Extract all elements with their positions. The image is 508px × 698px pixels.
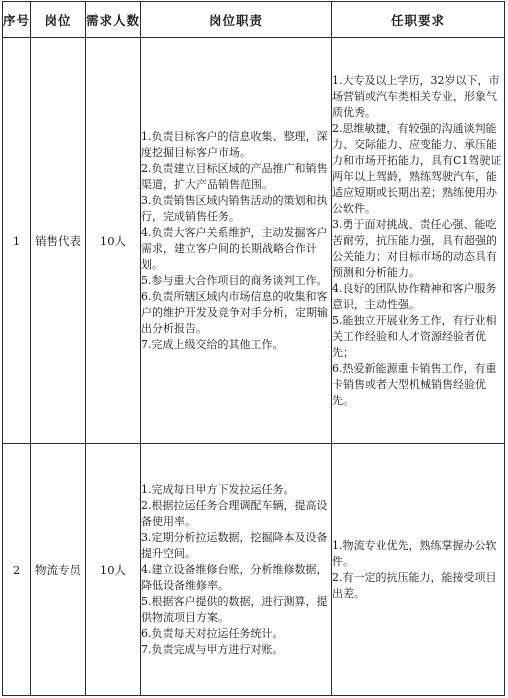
duty-item: 4.负责大客户关系维护，主动发掘客户需求，建立客户间的长期战略合作计划。 xyxy=(141,225,328,271)
header-headcount: 需求人数 xyxy=(86,2,141,38)
duties-cell xyxy=(141,38,332,444)
header-serial-no: 序号 xyxy=(3,2,31,38)
requirement-item: 6.热爱新能源重卡销售工作，有重卡销售或者大型机械销售经验优先。 xyxy=(332,361,497,407)
position-cell: 销售代表 xyxy=(31,38,86,444)
duty-item: 1.完成每日甲方下发拉运任务。 xyxy=(141,482,295,496)
position-cell: 物流专员 xyxy=(31,444,86,696)
headcount-cell: 10人 xyxy=(86,444,141,696)
duty-item: 3.定期分析拉运数据，挖掘降本及设备提升空间。 xyxy=(141,530,328,560)
requirements-cell xyxy=(332,38,505,444)
requirement-item: 4.良好的团队协作精神和客户服务意识，主动性强。 xyxy=(332,281,497,311)
duty-item: 7.负责完成与甲方进行对账。 xyxy=(141,642,284,656)
duty-item: 3.负责销售区域内销售活动的策划和执行，完成销售任务。 xyxy=(141,193,328,223)
duties-cell xyxy=(141,444,332,696)
table-row xyxy=(3,38,505,444)
duty-item: 2.负责建立目标区域的产品推广和销售渠道，扩大产品销售范围。 xyxy=(141,161,328,191)
duty-item: 5.根据客户提供的数据，进行测算，提供物流项目方案。 xyxy=(141,594,328,624)
job-requirements-table xyxy=(2,1,505,696)
requirement-item: 2.思维敏捷，有较强的沟通谈判能力、交际能力、应变能力、承压能力和市场开拓能力，具有C1驾驶证两年以上驾龄，熟练驾驶汽车，能适应短期或长期出差；熟练使用办公软件。 xyxy=(332,121,502,215)
serial-no-cell: 1 xyxy=(3,38,31,444)
requirement-item: 3.勇于面对挑战、责任心强、能吃苦耐劳，抗压能力强，具有超强的公关能力；对目标市场的动态具有预测和分析能力。 xyxy=(332,217,497,279)
requirement-item: 5.能独立开展业务工作，有行业相关工作经验和人才资源经验者优先； xyxy=(332,313,497,359)
requirement-item: 1.物流专业优先，熟练掌握办公软件。 xyxy=(332,538,497,568)
requirements-cell xyxy=(332,444,505,696)
duty-item: 1.负责目标客户的信息收集、整理，深度挖掘目标客户市场。 xyxy=(141,129,328,159)
header-requirements: 任职要求 xyxy=(332,2,505,38)
duty-item: 7.完成上级交给的其他工作。 xyxy=(141,337,284,351)
headcount-cell: 10人 xyxy=(86,38,141,444)
requirement-item: 1.大专及以上学历，32岁以下，市场营销或汽车类相关专业，形象气质优秀。 xyxy=(332,73,500,119)
duty-item: 4.建立设备维修台账，分析维修数据，降低设备维修率。 xyxy=(141,562,328,592)
requirement-item: 2.有一定的抗压能力，能接受项目出差。 xyxy=(332,570,497,600)
header-duties: 岗位职责 xyxy=(141,2,332,38)
duty-item: 6.负责所辖区域内市场信息的收集和客户的维护开发及竞争对手分析，定期输出分析报告。 xyxy=(141,289,328,335)
duty-item: 6.负责每天对拉运任务统计。 xyxy=(141,626,284,640)
serial-no-cell: 2 xyxy=(3,444,31,696)
table-header-row xyxy=(3,2,505,38)
duty-item: 2.根据拉运任务合理调配车辆，提高设备使用率。 xyxy=(141,498,328,528)
table-row xyxy=(3,444,505,696)
header-position: 岗位 xyxy=(31,2,86,38)
duty-item: 5.参与重大合作项目的商务谈判工作。 xyxy=(141,273,328,287)
